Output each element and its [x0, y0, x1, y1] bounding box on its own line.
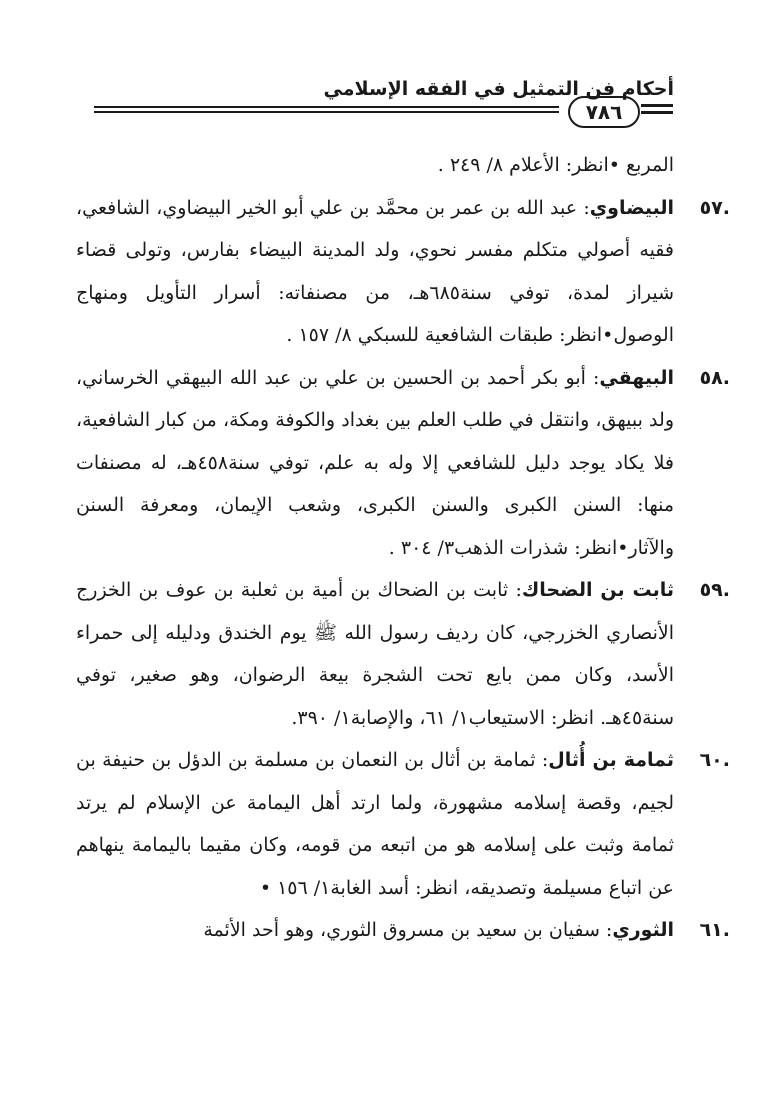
badge-rule-bottom: [641, 111, 673, 114]
entry-text: : سفيان بن سعيد بن مسروق الثوري، وهو أحد الأئمة: [203, 919, 613, 941]
entry-name: ثابت بن الضحاك: [521, 579, 674, 601]
entry-name: الثوري: [612, 919, 674, 941]
badge-rule-top: [641, 104, 673, 107]
continuation-line: المربع •انظر: الأعلام ٨/ ٢٤٩ .: [437, 154, 674, 176]
running-title: أحكام فن التمثيل في الفقه الإسلامي: [323, 78, 674, 100]
main-text: [76, 144, 730, 952]
entry-number: .٥٧: [699, 196, 730, 219]
entry-number: .٥٨: [699, 366, 730, 389]
entry-text: : ثمامة بن أثال بن النعمان بن مسلمة بن الدؤل بن حنيفة بن لجيم، وقصة إسلامه مشهورة، ولما ارتد أهل اليمامة عن الإسلام لم يرتد ثمامة وثبت على إسلامه هو من اتبعه من قومه، وكان مقيما باليمامة ينهاهم عن اتباع مسيلمة وتصديقه، انظر: أسد الغابة١/ ١٥٦ •: [76, 749, 674, 899]
entry-59: [76, 569, 730, 739]
entry-name: البيهقي: [599, 366, 674, 389]
entry-name: ثمامة بن أُثال: [548, 749, 674, 771]
entry-text: : ثابت بن الضحاك بن أمية بن ثعلبة بن عوف بن الخزرج الأنصاري الخزرجي، كان رديف رسول الله ﷺ يوم الخندق ودليله إلى حمراء الأسد، وكان ممن بايع تحت الشجرة بيعة الرضوان، وهو صغير، توفي سنة٤٥هـ. انظر: الاستيعاب١/ ٦١، والإصابة١/ ٣٩٠.: [76, 579, 674, 729]
entry-58: [76, 357, 730, 570]
entry-name: البيضاوي: [589, 196, 674, 219]
page-number: ٧٨٦: [568, 96, 640, 128]
entry-text: : أبو بكر أحمد بن الحسين بن علي بن عبد الله البيهقي الخرساني، ولد ببيهق، وانتقل في طلب العلم بين بغداد والكوفة ومكة، من كبار الشافعية، فلا يكاد يوجد دليل للشافعي إلا وله به علم، توفي سنة٤٥٨هـ، له مصنفات منها: السنن الكبرى والسنن الكبرى، وشعب الإيمان، ومعرفة السنن والآثار•انظر: شذرات الذهب٣/ ٣٠٤ .: [76, 366, 675, 559]
entry-number: .٦١: [699, 919, 730, 941]
entry-61: [76, 909, 730, 952]
entry-57: [76, 187, 730, 357]
header-rule-top: [94, 106, 559, 108]
entry-number: .٦٠: [699, 749, 730, 771]
entry-text: : عبد الله بن عمر بن محمَّد بن علي أبو الخير البيضاوي، الشافعي، فقيه أصولي متكلم مفسر نحوي، ولد المدينة البيضاء بفارس، وتولى قضاء شيراز لمدة، توفي سنة٦٨٥هـ، من مصنفاته: أسرار التأويل ومنهاج الوصول•انظر: طبقات الشافعية للسبكي ٨/ ١٥٧ .: [76, 196, 675, 346]
entry-60: [76, 739, 730, 909]
entry-number: .٥٩: [699, 579, 730, 601]
header-rule-bottom: [94, 111, 559, 113]
